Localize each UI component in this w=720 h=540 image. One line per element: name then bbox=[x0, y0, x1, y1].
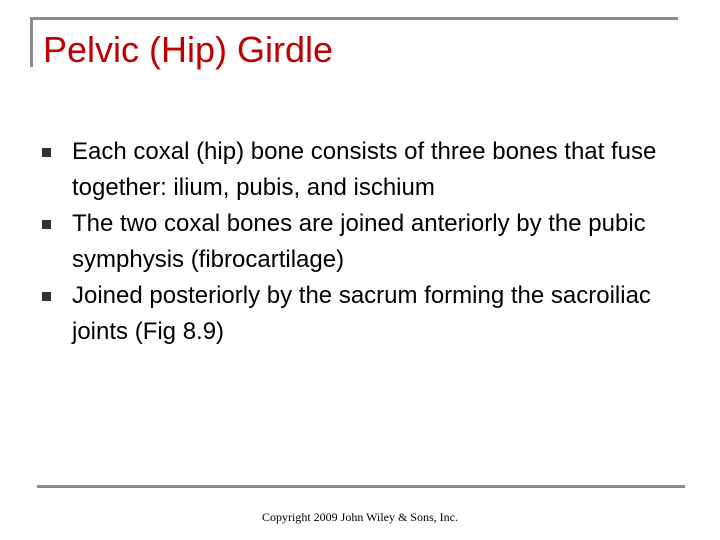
bullet-item bbox=[42, 206, 702, 278]
square-bullet-icon bbox=[42, 148, 51, 157]
bullet-text: Each coxal (hip) bone consists of three bones that fuse together: ilium, pubis, and ischium bbox=[72, 138, 657, 201]
bullet-list bbox=[42, 134, 702, 350]
frame-bottom-line bbox=[37, 485, 685, 488]
bullet-item bbox=[42, 278, 702, 350]
square-bullet-icon bbox=[42, 220, 51, 229]
frame-top-line bbox=[30, 17, 678, 20]
frame-left-line bbox=[30, 17, 33, 67]
square-bullet-icon bbox=[42, 292, 51, 301]
copyright-footer: Copyright 2009 John Wiley & Sons, Inc. bbox=[262, 510, 458, 524]
bullet-text: Joined posteriorly by the sacrum forming the sacroiliac joints (Fig 8.9) bbox=[72, 282, 651, 345]
slide-title: Pelvic (Hip) Girdle bbox=[43, 29, 334, 70]
bullet-item bbox=[42, 134, 702, 206]
bullet-text: The two coxal bones are joined anteriorly by the pubic symphysis (fibrocartilage) bbox=[72, 210, 646, 273]
